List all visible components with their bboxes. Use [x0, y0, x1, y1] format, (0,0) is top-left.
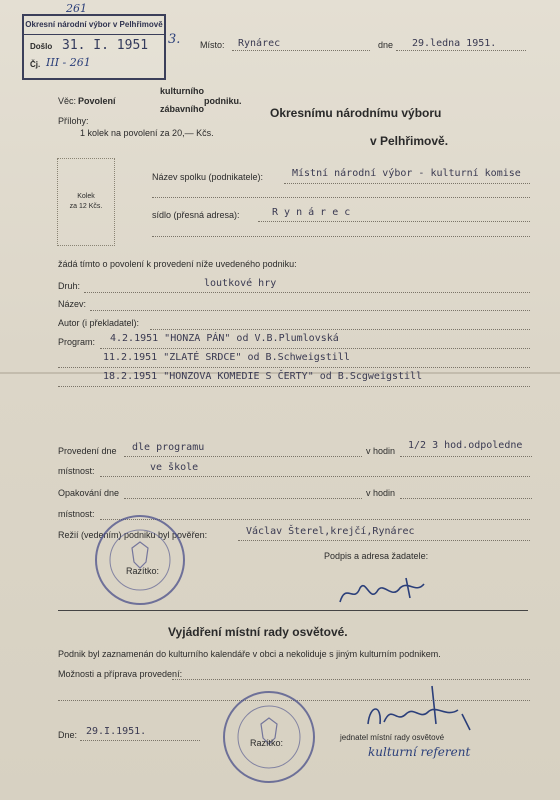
vec-value-2a: kulturního: [160, 86, 204, 96]
nazev-label: Název:: [58, 299, 87, 309]
section2-title: Vyjádření místní rady osvětové.: [168, 625, 348, 639]
round-stamp-1: [92, 512, 188, 608]
applicant-signature: [336, 574, 436, 610]
hodin-value: 1/2 3 hod.odpoledne: [408, 440, 523, 451]
jednatel-label: jednatel místní rady osvětové: [340, 733, 445, 742]
moznosti-label: Možnosti a příprava provedení:: [58, 669, 183, 679]
handwritten-mark: 3.: [168, 32, 181, 47]
vec-label: Věc:: [58, 96, 77, 106]
prilohy-label: Přílohy:: [58, 116, 89, 126]
razitko-label-2: Razítko:: [250, 738, 284, 748]
vec-value-2b: zábavního: [160, 104, 205, 114]
sidlo-label: sídlo (přesná adresa):: [152, 210, 240, 220]
council-signature: [362, 684, 482, 734]
prilohy-value: 1 kolek na povolení za 20,— Kčs.: [80, 128, 214, 138]
dne-value: 29.ledna 1951.: [412, 38, 497, 49]
provedeni-value: dle programu: [132, 442, 205, 453]
kolek-box: [57, 158, 115, 246]
program-line-3: 18.2.1951 "HONZOVA KOMEDIE S ČERTY" od B.Scgweigstill: [103, 371, 423, 382]
dne2-label: Dne:: [58, 730, 78, 740]
druh-label: Druh:: [58, 281, 81, 291]
kolek-line-1: Kolek: [77, 193, 95, 200]
zada-text: žádá tímto o povolení k provedení níže uvedeného podniku:: [58, 259, 297, 269]
dne2-value: 29.I.1951.: [86, 726, 147, 737]
program-label: Program:: [58, 337, 96, 347]
nazev-spolku-value: Místní národní výbor - kulturní komise: [292, 168, 521, 179]
hodin2-label: v hodin: [366, 488, 396, 498]
druh-value: loutkové hry: [204, 278, 277, 289]
stamp-doslo-label: Došlo: [30, 42, 53, 51]
rezie-value: Václav Šterel,krejčí,Rynárec: [246, 526, 415, 537]
stamp-date: 31. I. 1951: [62, 38, 149, 53]
podpis-label: Podpis a adresa žadatele:: [324, 551, 429, 561]
kulturni-referent: kulturní referent: [368, 745, 471, 759]
nazev-spolku-label: Název spolku (podnikatele):: [152, 172, 264, 182]
handwritten-number: 261: [66, 2, 87, 15]
program-line-2: 11.2.1951 "ZLATÉ SRDCE" od B.Schweigstill: [103, 352, 350, 363]
misto-label: Místo:: [200, 40, 225, 50]
opakovani-label: Opakování dne: [58, 488, 120, 498]
mistnost2-label: místnost:: [58, 509, 95, 519]
section-divider: [58, 610, 528, 611]
vec-value-1: Povolení: [78, 96, 116, 106]
misto-value: Rynárec: [238, 38, 281, 49]
mistnost-label: místnost:: [58, 466, 95, 476]
round-stamp-2: [220, 688, 318, 786]
hodin-label: v hodin: [366, 446, 396, 456]
stamp-header: Okresní národní výbor v Pelhřimově: [24, 16, 164, 35]
intake-stamp: [22, 14, 166, 80]
addressee-line-2: v Pelhřimově.: [370, 134, 449, 148]
provedeni-label: Provedení dne: [58, 446, 117, 456]
kolek-line-2: za 12 Kčs.: [69, 203, 103, 210]
sidlo-value: R y n á r e c: [272, 207, 351, 218]
addressee-line-1: Okresnímu národnímu výboru: [270, 106, 442, 120]
razitko-label-1: Razítko:: [126, 566, 160, 576]
mistnost-value: ve škole: [150, 462, 199, 473]
stamp-cj-label: Čj.: [30, 60, 41, 69]
autor-label: Autor (i překladatel):: [58, 318, 140, 328]
program-line-1: 4.2.1951 "HONZA PÁN" od V.B.Plumlovská: [110, 333, 339, 344]
stamp-cj-value: III - 261: [46, 56, 91, 69]
dne-label: dne: [378, 40, 394, 50]
section2-text: Podnik byl zaznamenán do kulturního kalendáře v obci a nekoliduje s jiným kulturním podnikem.: [58, 649, 441, 659]
vec-value-3: podniku.: [204, 96, 242, 106]
rezie-label: Režií (vedením) podniku byl pověřen:: [58, 530, 208, 540]
